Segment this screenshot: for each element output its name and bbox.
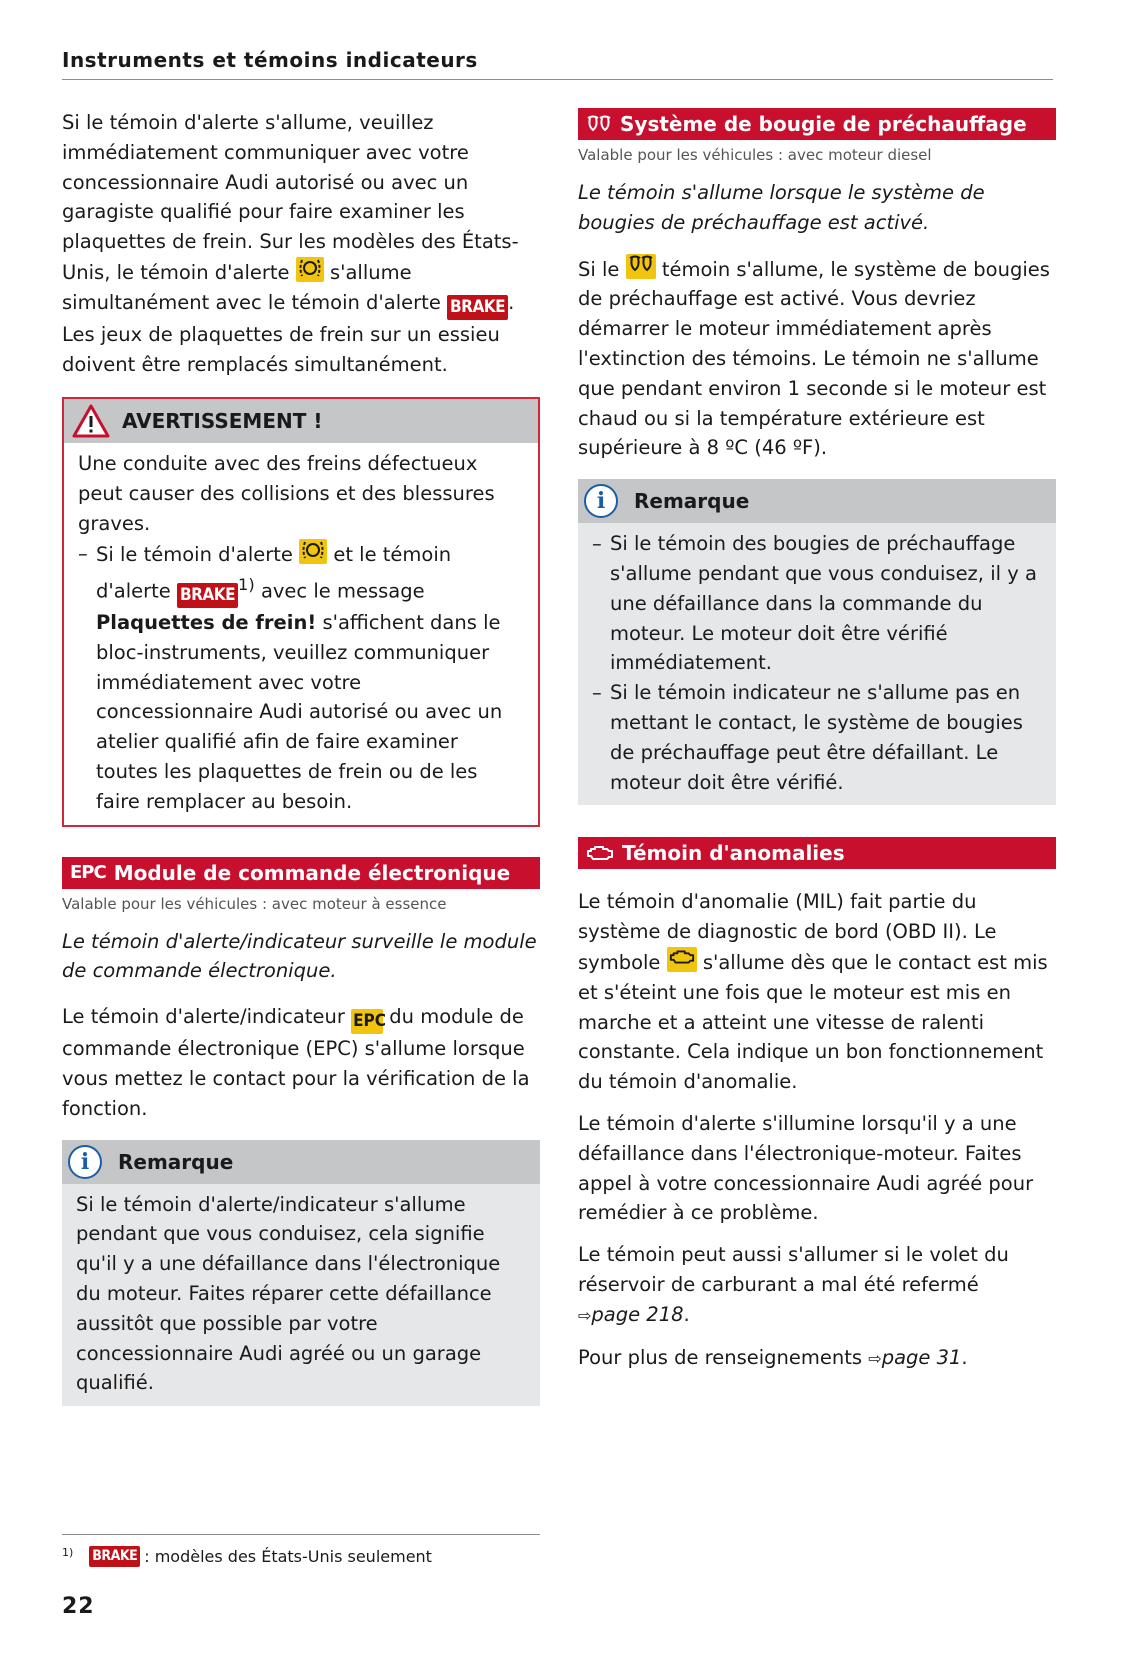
page-link[interactable] bbox=[868, 1346, 961, 1369]
punctuation: . bbox=[683, 1302, 690, 1326]
warning-body bbox=[64, 443, 538, 824]
left-column bbox=[62, 108, 540, 1406]
note-body: Si le témoin d'alerte/indicateur s'allume pendant que vous conduisez, cela signifie qu'il y a une défaillance dans l'électronique du moteur. Faites réparer cette défaillance aussitôt que possible par votre concessionnaire Audi agréé ou un garage qualifié. bbox=[76, 1192, 501, 1395]
epc-validity: Valable pour les véhicules : avec moteur à essence bbox=[62, 894, 447, 913]
warning-list-item bbox=[78, 539, 524, 817]
glow-plug-section-title: Système de bougie de préchauffage bbox=[620, 112, 1027, 136]
glow-plug-intro: Le témoin s'allume lorsque le système de bougies de préchauffage est activé. bbox=[578, 181, 985, 234]
warning-box bbox=[62, 397, 540, 826]
mil-paragraph-3 bbox=[578, 1240, 1056, 1330]
note-list-item: – Si le témoin indicateur ne s'allume pas en mettant le contact, le système de bougies de préchauffage peut être défaillant. Le moteur doit être vérifié. bbox=[592, 678, 1042, 797]
warning-title: AVERTISSEMENT ! bbox=[122, 409, 323, 434]
brake-pad-wear-icon bbox=[296, 257, 324, 282]
brake-paragraph-text-a: Si le témoin d'alerte s'allume, veuillez immédiatement communiquer avec votre concessionnaire Audi autorisé ou avec un garagiste qualifié pour faire examiner les plaquettes de frein. Sur les modèles des États-Unis, le témoin d'alerte bbox=[62, 111, 519, 284]
warning-item-text-c: avec le message bbox=[260, 579, 425, 603]
arrow-right-icon: ⇨ bbox=[868, 1348, 882, 1368]
footnote-marker: 1) bbox=[62, 1546, 74, 1559]
info-icon: i bbox=[584, 484, 618, 518]
right-column bbox=[578, 108, 1056, 1373]
epc-body-text-a: Le témoin d'alerte/indicateur bbox=[62, 1005, 345, 1029]
epc-section-heading bbox=[62, 857, 540, 889]
epc-body-text-b: du module de commande électronique (EPC) s'allume lorsque vous mettez le contact pour la vérification de la fonction. bbox=[62, 1005, 530, 1120]
brake-icon: BRAKE bbox=[447, 295, 508, 320]
page-number: 22 bbox=[62, 1594, 95, 1619]
brake-icon: BRAKE bbox=[177, 583, 238, 608]
note-header bbox=[62, 1140, 540, 1184]
arrow-right-icon: ⇨ bbox=[578, 1305, 592, 1325]
page-header bbox=[62, 48, 1053, 80]
info-icon: i bbox=[68, 1145, 102, 1179]
brake-pad-wear-icon bbox=[299, 539, 327, 564]
glow-plug-body-text-b: témoin s'allume, le système de bougies de préchauffage est activé. Vous devriez démarrer le moteur immédiatement après l'extinction des témoins. Le témoin ne s'allume que pendant environ 1 seconde si le moteur est chaud ou si la température extérieure est supérieure à 8 ºC (46 ºF). bbox=[578, 257, 1050, 460]
glow-plug-body-text-a: Si le bbox=[578, 257, 620, 281]
note-title: Remarque bbox=[634, 489, 750, 514]
page-link[interactable] bbox=[578, 1303, 684, 1326]
mil-section-title: Témoin d'anomalies bbox=[622, 841, 845, 866]
warning-item-text-b: et le témoin d'alerte bbox=[96, 542, 452, 603]
mil-p1-text-b: s'allume dès que le contact est mis et s'éteint une fois que le moteur est mis en marche et a atteint une vitesse de ralenti constante. Cela indique un bon fonctionnement du témoin d'anomalie. bbox=[578, 950, 1048, 1094]
mil-p1-text-a: Le témoin d'anomalie (MIL) fait partie du système de diagnostic de bord (OBD II). Le symbole bbox=[578, 890, 997, 974]
glow-plug-section-heading bbox=[578, 108, 1056, 140]
mil-section-heading bbox=[578, 837, 1056, 869]
warning-header bbox=[64, 399, 538, 443]
punctuation: . bbox=[961, 1345, 968, 1369]
page-title: Instruments et témoins indicateurs bbox=[62, 48, 478, 72]
footnote-ref: 1) bbox=[238, 574, 255, 594]
page-link-text: page 31 bbox=[881, 1345, 962, 1369]
brake-paragraph-text-c: . Les jeux de plaquettes de frein sur un essieu doivent être remplacés simultanément. bbox=[62, 290, 515, 376]
note-header bbox=[578, 479, 1056, 523]
warning-item-text-d: s'affichent dans le bloc-instruments, veuillez communiquer immédiatement avec votre concessionnaire Audi autorisé ou avec un atelier qualifié afin de faire examiner toutes les plaquettes de frein ou de les faire remplacer au besoin. bbox=[96, 611, 503, 813]
epc-section-title: Module de commande électronique bbox=[113, 860, 511, 885]
warning-triangle-icon bbox=[72, 404, 110, 438]
note-title: Remarque bbox=[118, 1149, 234, 1174]
warning-intro: Une conduite avec des freins défectueux peut causer des collisions et des blessures graves. bbox=[78, 452, 495, 535]
mil-paragraph-1 bbox=[578, 887, 1056, 1097]
note-body bbox=[578, 523, 1056, 805]
warning-item-text-a: Si le témoin d'alerte bbox=[96, 542, 293, 566]
mil-paragraph-2: Le témoin d'alerte s'illumine lorsqu'il y a une défaillance dans l'électronique-moteur. Faites appel à votre concessionnaire Audi agréé pour remédier à ce problème. bbox=[578, 1111, 1034, 1225]
brake-paragraph-text-b: s'allume simultanément avec le témoin d'alerte bbox=[62, 260, 441, 314]
epc-icon: EPC bbox=[351, 1009, 383, 1034]
engine-indicator-icon bbox=[667, 947, 697, 972]
note-list bbox=[592, 529, 1042, 797]
warning-list bbox=[78, 539, 524, 817]
epc-intro: Le témoin d'alerte/indicateur surveille le module de commande électronique. bbox=[62, 929, 537, 983]
mil-section bbox=[578, 837, 1056, 1373]
brake-paragraph bbox=[62, 108, 540, 379]
epc-section bbox=[62, 857, 540, 1124]
engine-icon bbox=[586, 843, 614, 863]
epc-icon: EPC bbox=[70, 862, 106, 884]
brake-icon: BRAKE bbox=[89, 1546, 140, 1567]
footnote bbox=[62, 1546, 432, 1567]
glow-plug-indicator-icon bbox=[626, 254, 656, 279]
mil-paragraph-4 bbox=[578, 1343, 1056, 1374]
glow-plug-body bbox=[578, 254, 1056, 464]
glow-plug-note-box bbox=[578, 479, 1056, 805]
epc-note-box bbox=[62, 1140, 540, 1407]
note-list-item: – Si le témoin des bougies de préchauffage s'allume pendant que vous conduisez, il y a une défaillance dans la commande du moteur. Le moteur doit être vérifié immédiatement. bbox=[592, 529, 1042, 678]
footnote-divider bbox=[62, 1534, 540, 1535]
warning-item-bold: Plaquettes de frein! bbox=[96, 611, 317, 635]
page-link-text: page 218 bbox=[591, 1302, 684, 1326]
epc-body bbox=[62, 1002, 540, 1123]
footnote-text: : modèles des États-Unis seulement bbox=[144, 1547, 432, 1566]
mil-p4-text: Pour plus de renseignements bbox=[578, 1345, 863, 1369]
mil-p3-text: Le témoin peut aussi s'allumer si le volet du réservoir de carburant a mal été refermé bbox=[578, 1243, 1009, 1296]
glow-plug-validity: Valable pour les véhicules : avec moteur diesel bbox=[578, 146, 932, 164]
glow-plug-icon bbox=[586, 115, 612, 133]
glow-plug-section bbox=[578, 108, 1056, 463]
